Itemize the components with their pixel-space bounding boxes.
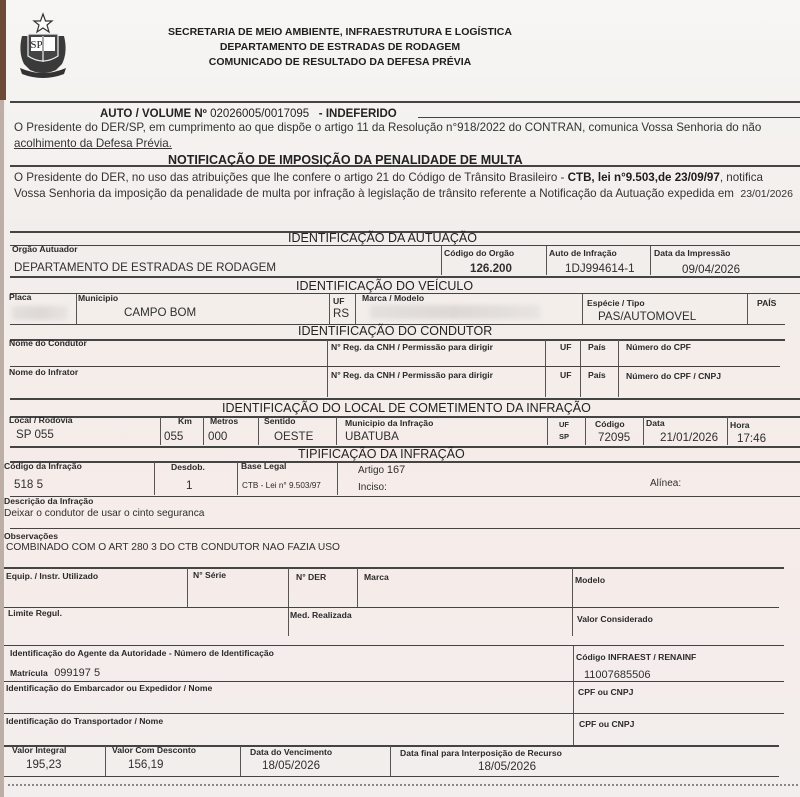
codigo-orgao-value: 126.200 — [470, 262, 512, 275]
cell-divider — [337, 462, 338, 495]
valor-considerado-label: Valor Considerado — [577, 614, 653, 624]
uf-condutor-label: UF — [560, 342, 572, 352]
km-value: 055 — [164, 430, 184, 443]
divider — [10, 276, 800, 278]
marca-modelo-redacted — [370, 305, 540, 319]
codigo-infracao-label: Código da Infração — [4, 461, 82, 471]
cell-divider — [727, 417, 728, 445]
sentido-value: OESTE — [274, 430, 314, 443]
cpf-condutor-label: Número do CPF — [626, 342, 691, 352]
cpf-cnpj-transportador-label: CPF ou CNPJ — [579, 719, 635, 729]
cell-divider — [357, 568, 358, 607]
especie-tipo-value: PAS/AUTOMOVEL — [598, 310, 697, 323]
veiculo-title: IDENTIFICAÇÃO DO VEÍCULO — [296, 279, 474, 293]
cell-divider — [441, 246, 442, 275]
divider — [4, 713, 784, 714]
divider — [10, 339, 785, 341]
divider — [10, 245, 800, 246]
cell-divider — [240, 746, 241, 776]
modelo-label: Modelo — [575, 575, 606, 585]
municipio-infracao-value: UBATUBA — [345, 430, 399, 443]
auto-volume-number: 02026005/0017095 — [210, 108, 310, 120]
cnh-infrator-label: N° Reg. da CNH / Permissão para dirigir — [331, 370, 493, 380]
data-impressao-value: 09/04/2026 — [682, 263, 741, 276]
cnh-label: N° Reg. da CNH / Permissão para dirigir — [331, 342, 493, 352]
sentido-label: Sentido — [264, 416, 296, 426]
vencimento-value: 18/05/2026 — [262, 759, 321, 772]
marca-modelo-label: Marca / Modelo — [362, 293, 425, 303]
cell-divider — [747, 294, 748, 324]
valor-desconto-value: 156,19 — [128, 758, 164, 771]
cell-divider — [572, 568, 573, 636]
data-infracao-value: 21/01/2026 — [660, 431, 719, 444]
municipio-label: Municipio — [78, 293, 119, 303]
divider — [4, 645, 784, 646]
auto-volume-label: AUTO / VOLUME Nº — [100, 108, 207, 120]
metros-value: 000 — [208, 430, 228, 443]
rodovia-value: SP 055 — [16, 428, 54, 441]
codigo-infracao-value: 518 5 — [14, 478, 44, 491]
tear-line — [8, 784, 798, 786]
cell-divider — [643, 417, 644, 445]
divider — [10, 461, 800, 463]
vencimento-label: Data do Vencimento — [250, 747, 333, 757]
codigo-municipio-value: 72095 — [598, 431, 631, 444]
defesa-text-line1: O Presidente do DER/SP, em cumprimento ao que dispõe o artigo 11 da Resolução n°918/2022 do CONTRAN, comunica Vossa Senhoria do não — [14, 121, 762, 134]
embarcador-label: Identificação do Embarcador ou Expedidor / Nome — [6, 683, 213, 693]
cell-divider — [618, 340, 619, 397]
uf-infrator-label: UF — [560, 370, 572, 380]
logo-letters: SP — [30, 39, 43, 51]
tipificacao-title: TIPIFICAÇÃO DA INFRAÇÃO — [298, 447, 465, 461]
divider — [4, 567, 784, 569]
med-realizada-label: Med. Realizada — [290, 610, 352, 620]
local-title: IDENTIFICAÇÃO DO LOCAL DE COMETIMENTO DA INFRAÇÃO — [222, 401, 591, 415]
notificacao-text-bold: CTB, lei n°9.503,de 23/09/97 — [567, 171, 720, 184]
infraest-value: 11007685506 — [584, 669, 651, 681]
paper-edge — [0, 100, 4, 797]
recurso-label: Data final para Interposição de Recurso — [400, 748, 562, 758]
defesa-text-line2: acolhimento da Defesa Prévia. — [14, 137, 172, 150]
divider — [10, 366, 780, 367]
cell-divider — [580, 340, 581, 397]
cpf-cnpj-infrator-label: Número do CPF / CNPJ — [626, 371, 722, 381]
notificacao-title: NOTIFICAÇÃO DE IMPOSIÇÃO DA PENALIDADE DE MULTA — [168, 153, 523, 167]
divider — [10, 528, 800, 529]
pais-infrator-label: País — [588, 370, 606, 380]
uf-value: RS — [333, 307, 350, 320]
data-infracao-label: Data — [646, 418, 665, 428]
divider — [418, 117, 800, 118]
cell-divider — [187, 568, 188, 607]
recurso-value: 18/05/2026 — [478, 760, 537, 773]
artigo-value: 167 — [386, 464, 406, 476]
nome-infrator-label: Nome do Infrator — [9, 367, 79, 377]
divider — [10, 398, 800, 400]
observacoes-label: Observações — [4, 531, 58, 541]
cell-divider — [288, 608, 289, 636]
uf-local-value: SP — [559, 432, 570, 441]
data-impressao-label: Data da Impressão — [654, 248, 731, 258]
header-departamento: DEPARTAMENTO DE ESTRADAS DE RODAGEM — [219, 41, 461, 53]
cell-divider — [545, 340, 546, 397]
inciso-label: Inciso: — [358, 482, 387, 493]
uf-local-label: UF — [559, 420, 569, 429]
cell-divider — [203, 417, 204, 445]
pais-condutor-label: País — [588, 342, 606, 352]
defesa-paragraph — [14, 120, 800, 152]
auto-infracao-value: 1DJ994614-1 — [565, 262, 635, 275]
infraest-label: Código INFRAEST / RENAINF — [576, 652, 697, 662]
autuacao-title: IDENTIFICAÇÃO DA AUTUAÇÃO — [288, 231, 477, 245]
agente-label: Identificação do Agente da Autoridade - Número de Identificação — [10, 648, 274, 658]
hora-value: 17:46 — [737, 432, 767, 445]
auto-infracao-label: Auto de Infração — [549, 248, 617, 258]
artigo — [358, 464, 405, 476]
header-secretaria: SECRETARIA DE MEIO AMBIENTE, INFRAESTRUTURA E LOGÍSTICA — [168, 26, 512, 38]
codigo-orgao-label: Código do Orgão — [444, 248, 515, 258]
condutor-title: IDENTIFICAÇÃO DO CONDUTOR — [298, 324, 493, 338]
serie-label: N° Série — [193, 570, 227, 580]
cell-divider — [573, 646, 574, 746]
rodovia-label: Local / Rodovia — [9, 415, 73, 425]
data-expedicao: 23/01/2026 — [740, 188, 793, 200]
cell-divider — [258, 417, 259, 445]
transportador-label: Identificação do Transportador / Nome — [6, 716, 164, 726]
valor-integral-label: Valor Integral — [12, 745, 67, 755]
cell-divider — [237, 462, 238, 495]
km-label: Km — [178, 416, 192, 426]
auto-volume — [100, 108, 397, 120]
matricula-value: 099197 5 — [54, 667, 101, 679]
hora-label: Hora — [730, 420, 750, 430]
cell-divider — [547, 417, 548, 445]
divider — [4, 607, 779, 608]
orgao-autuador-value: DEPARTAMENTO DE ESTRADAS DE RODAGEM — [14, 261, 276, 274]
cell-divider — [160, 417, 161, 445]
cell-divider — [154, 462, 155, 495]
cell-divider — [76, 294, 77, 324]
placa-redacted — [12, 306, 68, 320]
observacoes-value: COMBINADO COM O ART 280 3 DO CTB CONDUTOR NAO FAZIA USO — [6, 542, 340, 553]
pais-label: PAÍS — [757, 298, 777, 308]
notificacao-paragraph — [14, 170, 794, 202]
alinea-label: Alínea: — [650, 478, 682, 489]
cell-divider — [546, 246, 547, 275]
divider — [10, 101, 800, 103]
marca-equip-label: Marca — [364, 572, 389, 582]
valor-integral-value: 195,23 — [26, 758, 62, 771]
cell-divider — [355, 294, 356, 324]
desdob-value: 1 — [186, 479, 193, 492]
cell-divider — [329, 294, 330, 324]
divider — [10, 496, 800, 497]
cpf-cnpj-embarcador-label: CPF ou CNPJ — [578, 687, 634, 697]
cell-divider — [288, 568, 289, 607]
matricula-label: Matrícula — [10, 668, 48, 678]
header-comunicado: COMUNICADO DE RESULTADO DA DEFESA PRÉVIA — [208, 56, 472, 68]
base-legal-label: Base Legal — [241, 461, 287, 471]
desdob-label: Desdob. — [171, 462, 205, 472]
metros-label: Metros — [210, 416, 239, 426]
especie-tipo-label: Espécie / Tipo — [587, 298, 645, 308]
cell-divider — [105, 746, 106, 776]
artigo-label: Artigo — [358, 465, 385, 476]
equip-label: Equip. / Instr. Utilizado — [6, 571, 99, 581]
nome-condutor-label: Nome do Condutor — [9, 338, 87, 348]
divider — [4, 776, 779, 777]
orgao-autuador-label: Orgão Autuador — [12, 244, 78, 254]
auto-volume-status: - INDEFERIDO — [318, 108, 397, 120]
der-label: N° DER — [296, 572, 327, 582]
municipio-infracao-label: Municipio da Infração — [345, 418, 434, 428]
cell-divider — [585, 417, 586, 445]
base-legal-value: CTB - Lei n° 9.503/97 — [242, 481, 321, 490]
notificacao-text-a: O Presidente do DER, no uso das atribuições que lhe confere o artigo 21 do Código de Trânsito Brasileiro - — [14, 171, 568, 184]
notificacao-text-b: , notifica Vossa Senhoria da imposição da penalidade de multa por infração à legislação de trânsito referente a Notificação da Autuação expedida em — [14, 171, 764, 200]
descricao-label: Descrição da Infração — [4, 496, 94, 506]
descricao-value: Deixar o condutor de usar o cinto seguranca — [4, 508, 205, 519]
cell-divider — [650, 246, 651, 275]
cell-divider — [336, 417, 337, 445]
municipio-value: CAMPO BOM — [124, 306, 197, 319]
cell-divider — [327, 340, 328, 397]
valor-desconto-label: Valor Com Desconto — [112, 745, 197, 755]
cell-divider — [582, 294, 583, 324]
codigo-municipio-label: Código — [595, 419, 625, 429]
limite-regul-label: Limite Regul. — [8, 608, 62, 618]
matricula — [10, 666, 100, 679]
uf-label: UF — [333, 296, 345, 306]
divider — [4, 681, 784, 682]
sp-coat-of-arms-icon — [14, 12, 72, 78]
cell-divider — [390, 746, 391, 776]
placa-label: Placa — [9, 292, 32, 302]
